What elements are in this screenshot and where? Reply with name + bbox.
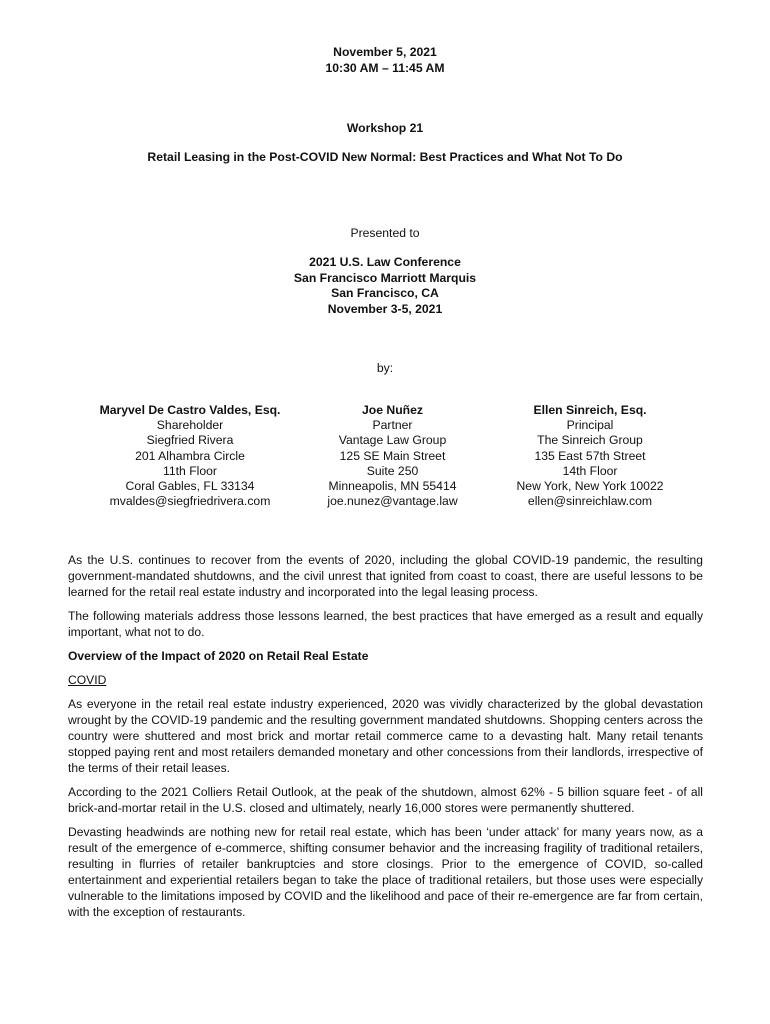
presenter-city: Coral Gables, FL 33134 (125, 479, 255, 494)
presenter-name: Maryvel De Castro Valdes, Esq. (99, 403, 281, 417)
conference-city: San Francisco, CA (331, 286, 439, 300)
presenter-name: Joe Nuñez (362, 403, 423, 417)
presenter-title: Principal (566, 418, 614, 433)
paragraph: The following materials address those lessons learned, the best practices that have emerged as a result and equally important, what not to do. (68, 609, 703, 639)
conference-dates: November 3-5, 2021 (327, 301, 443, 316)
presenter-street: 135 East 57th Street (534, 448, 646, 463)
workshop-title: Retail Leasing in the Post-COVID New Normal: Best Practices and What Not To Do (147, 150, 623, 164)
section-heading: Overview of the Impact of 2020 on Retail Real Estate (68, 649, 369, 663)
presenter-suite: Suite 250 (366, 463, 419, 478)
presenter-firm: Siegfried Rivera (146, 433, 234, 448)
presented-to-label: Presented to (350, 226, 420, 240)
presenter-block (285, 403, 500, 509)
presenter-email: joe.nunez@vantage.law (327, 494, 458, 509)
presenter-title: Shareholder (156, 418, 224, 433)
conference-name: 2021 U.S. Law Conference (309, 255, 461, 269)
presenter-city: Minneapolis, MN 55414 (328, 479, 457, 494)
paragraph: Devasting headwinds are nothing new for retail real estate, which has been ‘under attack’ for many years now, as a result of the emergence of e-commerce, shifting consumer behavior and the increasing fragility of traditional retailers, resulting in flurries of retailer bankruptcies and store closings. Prior to the emergence of COVID, so-called entertainment and experiential retailers began to take the place of traditional retailers, but those uses were especially vulnerable to the limitations imposed by COVID and the likelihood and pace of their re-emergence are far from certain, with the exception of restaurants. (68, 825, 703, 919)
paragraph: As everyone in the retail real estate industry experienced, 2020 was vividly characterized by the global devastation wrought by the COVID-19 pandemic and the resulting government mandated shutdowns. Shopping centers across the country were shuttered and most brick and mortar retail commerce came to a devasting halt. Many retail tenants stopped paying rent and most retailers demanded monetary and other concessions from their landlords, irrespective of the terms of their retail leases. (68, 697, 703, 775)
by-label: by: (376, 361, 394, 375)
presenter-block (475, 403, 705, 509)
presenter-firm: The Sinreich Group (537, 433, 643, 448)
conference-venue: San Francisco Marriott Marquis (293, 270, 477, 285)
presenter-email: ellen@sinreichlaw.com (527, 494, 653, 509)
presenter-email: mvaldes@siegfriedrivera.com (109, 494, 271, 509)
paragraph: According to the 2021 Colliers Retail Outlook, at the peak of the shutdown, almost 62% - 5 billion square feet - of all brick-and-mortar retail in the U.S. closed and ultimately, nearly 16,000 stores were permanently shuttered. (68, 785, 703, 815)
presenter-title: Partner (372, 418, 413, 433)
presenter-street: 201 Alhambra Circle (135, 448, 245, 463)
presenter-suite: 11th Floor (163, 463, 217, 478)
presenter-suite: 14th Floor (562, 463, 618, 478)
presenter-street: 125 SE Main Street (339, 448, 446, 463)
presenter-name: Ellen Sinreich, Esq. (533, 403, 647, 417)
conference-block (0, 255, 770, 317)
workshop-number: Workshop 21 (346, 121, 424, 135)
event-datetime (0, 45, 770, 76)
event-date: November 5, 2021 (333, 45, 437, 59)
body-text (68, 552, 703, 928)
presenter-firm: Vantage Law Group (338, 433, 447, 448)
paragraph: As the U.S. continues to recover from the events of 2020, including the global COVID-19 pandemic, the resulting government-mandated shutdowns, and the civil unrest that ignited from coast to coast, there are useful lessons to be learned for the retail real estate industry and incorporated into the legal leasing process. (68, 553, 703, 599)
presenter-city: New York, New York 10022 (516, 479, 664, 494)
event-time: 10:30 AM – 11:45 AM (325, 60, 445, 75)
presenter-block (70, 403, 310, 509)
section-subheading: COVID (68, 673, 107, 687)
